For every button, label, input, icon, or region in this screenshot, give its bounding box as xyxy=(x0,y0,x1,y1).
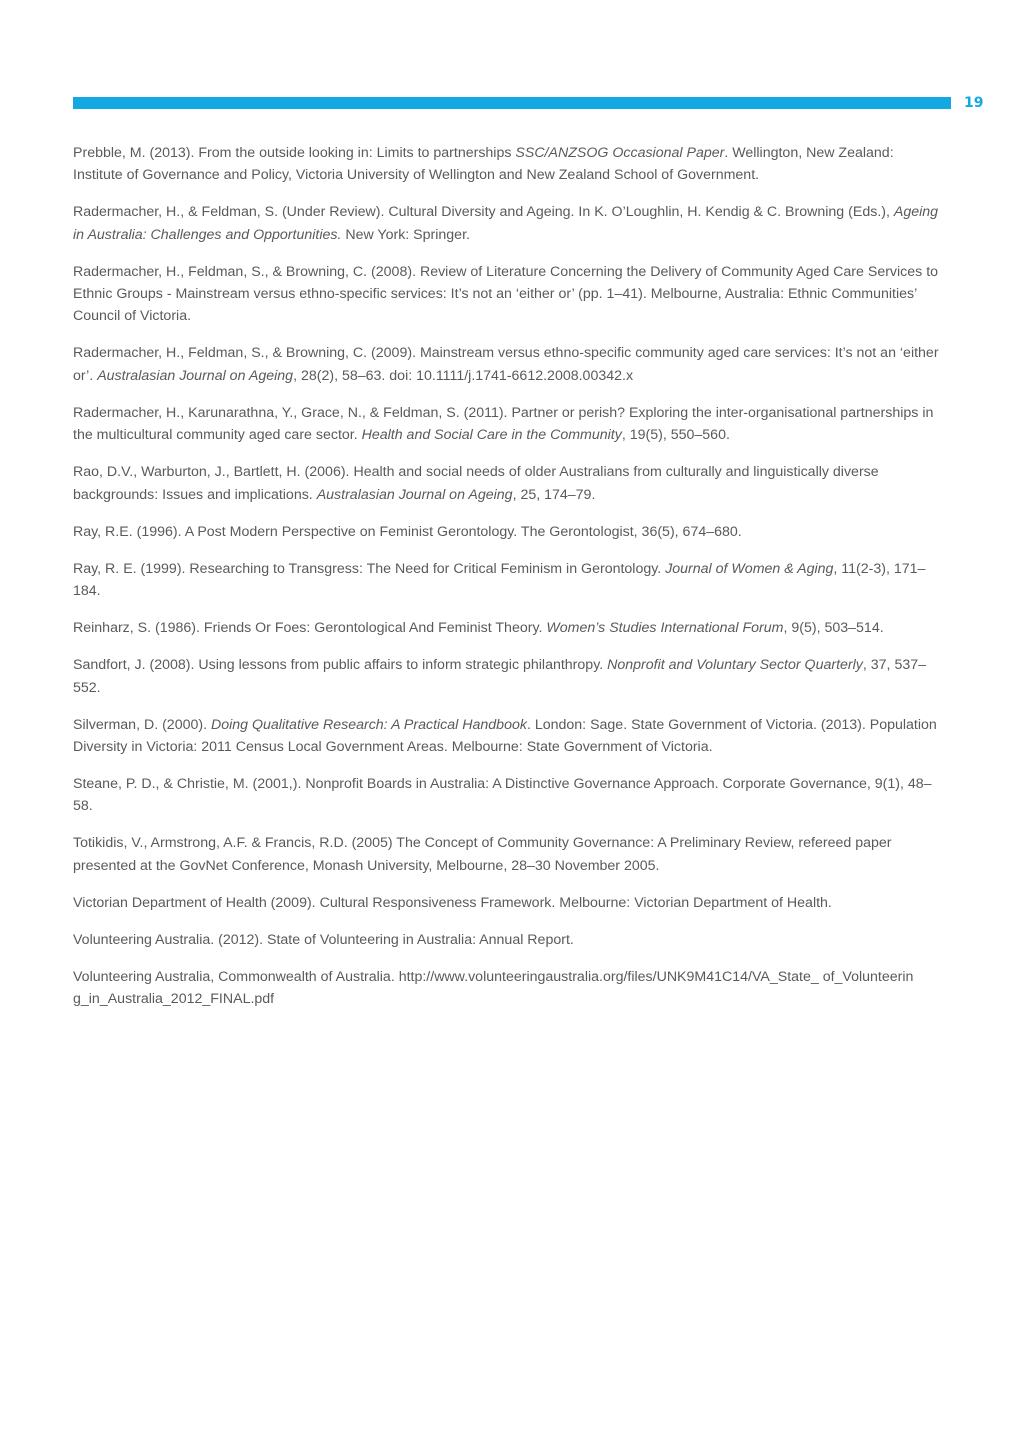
reference-text: Volunteering Australia. (2012). State of Volunteering in Australia: Annual Report. xyxy=(73,931,574,948)
reference-entry xyxy=(73,261,943,328)
reference-text: Sandfort, J. (2008). Using lessons from public affairs to inform strategic philanthropy. xyxy=(73,657,608,674)
reference-text: Radermacher, H., Feldman, S., & Browning, C. (2009). Mainstream versus ethno-specific community aged care services: It’s not an ‘either or’. xyxy=(73,345,939,384)
reference-text-tail: , 9(5), 503–514. xyxy=(783,620,884,637)
reference-list xyxy=(73,142,943,1025)
reference-title-italic: Health and Social Care in the Community xyxy=(361,427,622,444)
reference-text-tail: , 19(5), 550–560. xyxy=(621,427,730,444)
reference-text: Radermacher, H., Karunarathna, Y., Grace, N., & Feldman, S. (2011). Partner or perish? Exploring the inter-organisational partnerships in the multicultural community aged care sector. xyxy=(73,404,934,444)
reference-text-tail: . Wellington, New Zealand: Institute of Governance and Policy, Victoria University of Wellington and New Zealand School of Government. xyxy=(73,145,894,184)
reference-entry xyxy=(73,142,943,187)
reference-entry xyxy=(73,773,943,818)
reference-text-tail: , 25, 174–79. xyxy=(512,486,596,503)
reference-title-italic: Nonprofit and Voluntary Sector Quarterly xyxy=(607,657,863,674)
reference-text: Totikidis, V., Armstrong, A.F. & Francis, R.D. (2005) The Concept of Community Governance: A Preliminary Review, refereed paper presented at the GovNet Conference, Monash University, Melbourne, 28–30 November 2005. xyxy=(73,835,892,874)
reference-entry xyxy=(73,342,943,387)
reference-entry[interactable] xyxy=(73,966,943,1011)
reference-text-tail: , 37, 537–552. xyxy=(73,657,927,696)
reference-entry xyxy=(73,201,943,246)
reference-text: Rao, D.V., Warburton, J., Bartlett, H. (2006). Health and social needs of older Australians from culturally and linguistically diverse backgrounds: Issues and implications. xyxy=(73,464,879,503)
reference-entry xyxy=(73,654,943,699)
reference-entry xyxy=(73,714,943,759)
reference-text: Steane, P. D., & Christie, M. (2001,). Nonprofit Boards in Australia: A Distinctive Governance Approach. Corporate Governance, 9(1), 48–58. xyxy=(73,776,932,815)
reference-text: Prebble, M. (2013). From the outside looking in: Limits to partnerships xyxy=(73,145,516,161)
header-accent-bar xyxy=(73,97,951,109)
reference-text: Radermacher, H., & Feldman, S. (Under Review). Cultural Diversity and Ageing. In K. O’Loughlin, H. Kendig & C. Browning (Eds.), xyxy=(73,204,894,221)
reference-entry xyxy=(73,892,943,914)
reference-entry xyxy=(73,929,943,951)
reference-text: Victorian Department of Health (2009). Cultural Responsiveness Framework. Melbourne: Victorian Department of Health. xyxy=(73,894,832,911)
reference-title-italic: SSC/ANZSOG Occasional Paper xyxy=(515,145,725,161)
reference-entry xyxy=(73,558,943,603)
reference-text: Reinharz, S. (1986). Friends Or Foes: Gerontological And Feminist Theory. xyxy=(73,620,547,637)
reference-entry xyxy=(73,617,943,639)
reference-entry xyxy=(73,521,943,543)
reference-title-italic: Ageing in Australia: Challenges and Opportunities. xyxy=(73,204,939,243)
reference-text-tail: , 28(2), 58–63. doi: 10.1111/j.1741-6612.2008.00342.x xyxy=(293,367,634,384)
reference-title-italic: Journal of Women & Aging xyxy=(665,560,834,577)
reference-text: Radermacher, H., Feldman, S., & Browning, C. (2008). Review of Literature Concerning the Delivery of Community Aged Care Services to Ethnic Groups - Mainstream versus ethno-specific services: It’s not an ‘either or’ (pp. 1–41). Melbourne, Australia: Ethnic Communities’ Council of Victoria. xyxy=(73,263,939,325)
reference-text: Silverman, D. (2000). xyxy=(73,716,211,733)
reference-entry xyxy=(73,461,943,506)
reference-text: Ray, R. E. (1999). Researching to Transgress: The Need for Critical Feminism in Gerontology. xyxy=(73,560,666,577)
page-number: 19 xyxy=(964,95,984,111)
reference-entry xyxy=(73,402,943,447)
reference-text-tail: , 11(2-3), 171–184. xyxy=(73,560,926,600)
reference-title-italic: Doing Qualitative Research: A Practical Handbook xyxy=(210,716,527,733)
reference-text-tail: New York: Springer. xyxy=(341,226,470,243)
reference-text: Ray, R.E. (1996). A Post Modern Perspective on Feminist Gerontology. The Gerontologist, 36(5), 674–680. xyxy=(73,523,742,540)
reference-title-italic: Women’s Studies International Forum xyxy=(546,620,784,637)
reference-text-tail: . London: Sage. State Government of Victoria. (2013). Population Diversity in Victoria: 2011 Census Local Government Areas. Melbourne: State Government of Victoria. xyxy=(73,716,937,755)
reference-title-italic: Australasian Journal on Ageing xyxy=(316,486,513,503)
reference-entry xyxy=(73,832,943,877)
reference-title-italic: Australasian Journal on Ageing xyxy=(97,367,294,384)
reference-text: Volunteering Australia, Commonwealth of Australia. http://www.volunteeringaustralia.org/files/UNK9M41C14/VA_State_ of_Volunteerin g_in_Australia_2012_FINAL.pdf xyxy=(73,968,914,1008)
